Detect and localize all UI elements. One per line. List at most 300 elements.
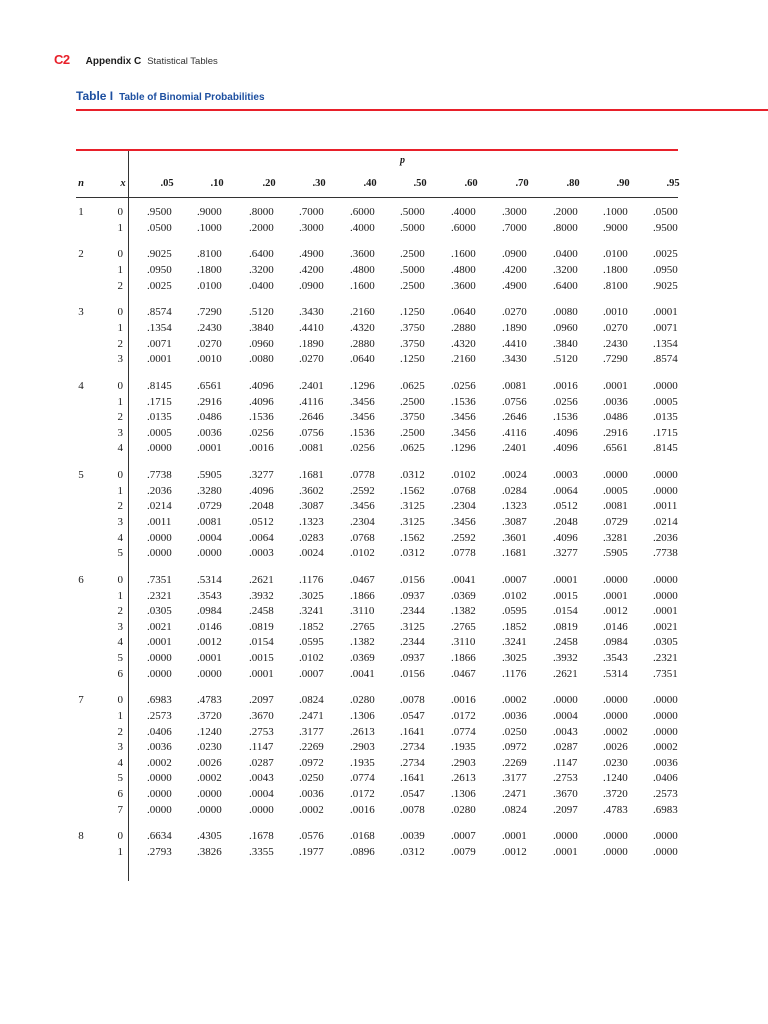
probability-cell: .0002 bbox=[653, 741, 678, 754]
probability-cell: .0230 bbox=[603, 756, 628, 769]
x-value: 4 bbox=[117, 442, 123, 455]
probability-cell: .0756 bbox=[299, 426, 324, 439]
probability-cell: .0004 bbox=[197, 531, 222, 544]
probability-cell: .9025 bbox=[653, 279, 678, 292]
probability-cell: .0937 bbox=[400, 652, 425, 664]
probability-cell: .0000 bbox=[147, 547, 172, 560]
x-value: 2 bbox=[117, 605, 123, 618]
probability-cell: .2321 bbox=[147, 589, 172, 602]
probability-cell: .0000 bbox=[653, 694, 678, 707]
probability-cell: .0000 bbox=[197, 788, 222, 800]
x-value: 1 bbox=[117, 710, 123, 722]
probability-cell: .0824 bbox=[299, 694, 324, 707]
probability-cell: .0250 bbox=[299, 772, 324, 785]
column-header-p: .80 bbox=[566, 178, 580, 189]
probability-cell: .0406 bbox=[653, 772, 678, 785]
probability-cell: .1562 bbox=[400, 531, 425, 544]
probability-cell: .4116 bbox=[502, 426, 527, 439]
probability-cell: .4320 bbox=[451, 337, 476, 350]
probability-cell: .2048 bbox=[249, 500, 274, 513]
column-header-p: .40 bbox=[363, 178, 377, 189]
probability-cell: .3241 bbox=[299, 605, 324, 618]
probability-cell: .0467 bbox=[451, 667, 476, 680]
probability-cell: .3000 bbox=[299, 221, 324, 234]
probability-cell: .0500 bbox=[653, 206, 678, 218]
probability-cell: .4200 bbox=[299, 264, 324, 276]
probability-cell: .0003 bbox=[553, 469, 578, 482]
probability-cell: .6983 bbox=[147, 694, 172, 707]
probability-cell: .0000 bbox=[147, 442, 172, 455]
probability-cell: .0080 bbox=[249, 353, 274, 366]
probability-cell: .2160 bbox=[451, 353, 476, 366]
probability-cell: .0016 bbox=[451, 694, 476, 707]
probability-cell: .1800 bbox=[603, 264, 628, 276]
probability-cell: .3110 bbox=[451, 636, 476, 649]
probability-cell: .0102 bbox=[502, 589, 527, 602]
probability-cell: .0000 bbox=[147, 667, 172, 680]
probability-cell: .0270 bbox=[603, 322, 628, 334]
probability-cell: .0010 bbox=[197, 353, 222, 366]
probability-cell: .0270 bbox=[502, 306, 527, 319]
x-value: 1 bbox=[117, 264, 123, 276]
n-column-divider bbox=[128, 151, 129, 881]
probability-cell: .0012 bbox=[502, 846, 527, 858]
probability-cell: .7738 bbox=[147, 469, 172, 482]
probability-cell: .0312 bbox=[400, 846, 425, 858]
probability-cell: .4096 bbox=[249, 484, 274, 497]
x-value: 1 bbox=[117, 846, 123, 858]
probability-cell: .0280 bbox=[350, 694, 375, 707]
probability-cell: .2500 bbox=[400, 395, 425, 408]
probability-cell: .1536 bbox=[350, 426, 375, 439]
probability-cell: .0172 bbox=[350, 788, 375, 800]
probability-cell: .0100 bbox=[197, 279, 222, 292]
probability-cell: .7290 bbox=[603, 353, 628, 366]
probability-cell: .4305 bbox=[197, 830, 222, 843]
probability-cell: .0005 bbox=[603, 484, 628, 497]
probability-cell: .0001 bbox=[603, 380, 628, 392]
probability-cell: .5314 bbox=[603, 667, 628, 680]
probability-cell: .0021 bbox=[653, 620, 678, 633]
probability-cell: .0000 bbox=[197, 667, 222, 680]
probability-cell: .0016 bbox=[350, 803, 375, 816]
probability-cell: .3430 bbox=[299, 306, 324, 319]
probability-cell: .0002 bbox=[603, 725, 628, 738]
probability-cell: .5000 bbox=[400, 221, 425, 234]
probability-cell: .0400 bbox=[249, 279, 274, 292]
probability-cell: .3177 bbox=[299, 725, 324, 738]
probability-cell: .1866 bbox=[350, 589, 375, 602]
probability-cell: .4800 bbox=[350, 264, 375, 276]
n-value: 1 bbox=[78, 206, 84, 218]
x-value: 3 bbox=[117, 620, 123, 633]
probability-cell: .3177 bbox=[502, 772, 527, 785]
x-value: 3 bbox=[117, 741, 123, 754]
probability-cell: .0002 bbox=[502, 694, 527, 707]
x-value: 0 bbox=[117, 380, 123, 392]
probability-cell: .0002 bbox=[299, 803, 324, 816]
column-header-n: n bbox=[78, 178, 84, 189]
probability-cell: .8574 bbox=[653, 353, 678, 366]
x-value: 0 bbox=[117, 306, 123, 319]
n-value: 4 bbox=[78, 380, 84, 392]
probability-cell: .1250 bbox=[400, 353, 425, 366]
probability-cell: .6634 bbox=[147, 830, 172, 843]
probability-cell: .1935 bbox=[350, 756, 375, 769]
probability-cell: .0004 bbox=[249, 788, 274, 800]
probability-cell: .3720 bbox=[603, 788, 628, 800]
probability-cell: .3602 bbox=[299, 484, 324, 497]
probability-cell: .0000 bbox=[653, 710, 678, 722]
probability-cell: .2765 bbox=[451, 620, 476, 633]
probability-cell: .0000 bbox=[147, 652, 172, 664]
probability-cell: .0486 bbox=[603, 411, 628, 424]
probability-cell: .3087 bbox=[299, 500, 324, 513]
probability-cell: .1681 bbox=[502, 547, 527, 560]
probability-cell: .8000 bbox=[249, 206, 274, 218]
probability-cell: .2430 bbox=[603, 337, 628, 350]
column-header-p: .70 bbox=[515, 178, 529, 189]
probability-cell: .4096 bbox=[553, 426, 578, 439]
probability-cell: .7351 bbox=[653, 667, 678, 680]
probability-cell: .4200 bbox=[502, 264, 527, 276]
probability-cell: .0000 bbox=[603, 846, 628, 858]
probability-cell: .3840 bbox=[553, 337, 578, 350]
x-value: 0 bbox=[117, 830, 123, 843]
probability-cell: .2753 bbox=[553, 772, 578, 785]
probability-cell: .1176 bbox=[299, 574, 324, 586]
probability-cell: .0011 bbox=[147, 516, 172, 528]
probability-cell: .1323 bbox=[502, 500, 527, 513]
probability-cell: .3932 bbox=[249, 589, 274, 602]
n-value: 8 bbox=[78, 830, 84, 843]
probability-cell: .3025 bbox=[299, 589, 324, 602]
probability-cell: .0024 bbox=[502, 469, 527, 482]
probability-cell: .0000 bbox=[603, 694, 628, 707]
probability-cell: .0078 bbox=[400, 803, 425, 816]
probability-cell: .3932 bbox=[553, 652, 578, 664]
probability-cell: .2613 bbox=[451, 772, 476, 785]
probability-cell: .1681 bbox=[299, 469, 324, 482]
probability-cell: .0036 bbox=[197, 426, 222, 439]
probability-cell: .3456 bbox=[451, 411, 476, 424]
probability-cell: .1852 bbox=[299, 620, 324, 633]
probability-cell: .0312 bbox=[400, 469, 425, 482]
probability-cell: .0287 bbox=[553, 741, 578, 754]
probability-cell: .2401 bbox=[502, 442, 527, 455]
probability-cell: .0778 bbox=[350, 469, 375, 482]
probability-cell: .0000 bbox=[653, 484, 678, 497]
probability-cell: .0312 bbox=[400, 547, 425, 560]
probability-cell: .0081 bbox=[197, 516, 222, 528]
probability-cell: .0774 bbox=[350, 772, 375, 785]
column-header-p: .90 bbox=[616, 178, 630, 189]
probability-cell: .9500 bbox=[653, 221, 678, 234]
probability-cell: .0081 bbox=[502, 380, 527, 392]
probability-cell: .8000 bbox=[553, 221, 578, 234]
probability-cell: .0512 bbox=[553, 500, 578, 513]
probability-cell: .0406 bbox=[147, 725, 172, 738]
column-header-x: x bbox=[120, 178, 126, 189]
probability-cell: .2401 bbox=[299, 380, 324, 392]
probability-cell: .7000 bbox=[502, 221, 527, 234]
probability-cell: .1176 bbox=[502, 667, 527, 680]
probability-cell: .3670 bbox=[249, 710, 274, 722]
probability-cell: .5120 bbox=[553, 353, 578, 366]
probability-cell: .0984 bbox=[603, 636, 628, 649]
column-header-p: .10 bbox=[210, 178, 224, 189]
column-header-p: .30 bbox=[312, 178, 326, 189]
probability-cell: .0000 bbox=[603, 574, 628, 586]
probability-cell: .0280 bbox=[451, 803, 476, 816]
appendix-label: Appendix C bbox=[85, 56, 142, 67]
probability-cell: .3456 bbox=[350, 395, 375, 408]
probability-cell: .3281 bbox=[603, 531, 628, 544]
probability-cell: .0168 bbox=[350, 830, 375, 843]
probability-cell: .8100 bbox=[603, 279, 628, 292]
probability-cell: .0900 bbox=[299, 279, 324, 292]
probability-cell: .0156 bbox=[400, 574, 425, 586]
probability-cell: .0102 bbox=[451, 469, 476, 482]
probability-cell: .0400 bbox=[553, 248, 578, 261]
probability-cell: .3456 bbox=[451, 426, 476, 439]
probability-cell: .4900 bbox=[299, 248, 324, 261]
probability-cell: .0256 bbox=[451, 380, 476, 392]
table-title bbox=[76, 89, 265, 103]
probability-cell: .0000 bbox=[147, 772, 172, 785]
x-value: 5 bbox=[117, 652, 123, 664]
probability-cell: .2471 bbox=[502, 788, 527, 800]
probability-cell: .0015 bbox=[249, 652, 274, 664]
probability-cell: .0960 bbox=[249, 337, 274, 350]
probability-cell: .0154 bbox=[553, 605, 578, 618]
x-value: 6 bbox=[117, 667, 123, 680]
probability-cell: .2592 bbox=[451, 531, 476, 544]
probability-cell: .1852 bbox=[502, 620, 527, 633]
probability-cell: .0146 bbox=[603, 620, 628, 633]
probability-cell: .1250 bbox=[400, 306, 425, 319]
probability-cell: .3600 bbox=[350, 248, 375, 261]
probability-cell: .1296 bbox=[350, 380, 375, 392]
x-value: 3 bbox=[117, 516, 123, 528]
probability-cell: .3601 bbox=[502, 531, 527, 544]
probability-cell: .3277 bbox=[553, 547, 578, 560]
probability-cell: .3430 bbox=[502, 353, 527, 366]
column-header-p: .05 bbox=[160, 178, 174, 189]
p-label: p bbox=[400, 155, 405, 166]
x-value: 2 bbox=[117, 411, 123, 424]
probability-cell: .1354 bbox=[653, 337, 678, 350]
probability-cell: .4116 bbox=[299, 395, 324, 408]
probability-cell: .0937 bbox=[400, 589, 425, 602]
probability-cell: .0214 bbox=[147, 500, 172, 513]
probability-cell: .2471 bbox=[299, 710, 324, 722]
probability-cell: .4096 bbox=[249, 380, 274, 392]
probability-cell: .0640 bbox=[350, 353, 375, 366]
probability-cell: .0256 bbox=[350, 442, 375, 455]
probability-cell: .1600 bbox=[451, 248, 476, 261]
x-value: 1 bbox=[117, 322, 123, 334]
probability-cell: .0500 bbox=[147, 221, 172, 234]
probability-cell: .2592 bbox=[350, 484, 375, 497]
probability-cell: .2646 bbox=[299, 411, 324, 424]
probability-cell: .2500 bbox=[400, 279, 425, 292]
x-value: 7 bbox=[117, 803, 123, 816]
probability-cell: .0156 bbox=[400, 667, 425, 680]
probability-cell: .0079 bbox=[451, 846, 476, 858]
probability-cell: .0001 bbox=[553, 574, 578, 586]
x-value: 3 bbox=[117, 426, 123, 439]
probability-cell: .0146 bbox=[197, 620, 222, 633]
probability-cell: .1323 bbox=[299, 516, 324, 528]
probability-cell: .0026 bbox=[603, 741, 628, 754]
probability-cell: .0896 bbox=[350, 846, 375, 858]
probability-cell: .1000 bbox=[197, 221, 222, 234]
probability-cell: .0625 bbox=[400, 380, 425, 392]
probability-cell: .8574 bbox=[147, 306, 172, 319]
probability-cell: .0100 bbox=[603, 248, 628, 261]
probability-cell: .3670 bbox=[553, 788, 578, 800]
probability-cell: .0960 bbox=[553, 322, 578, 334]
probability-cell: .0011 bbox=[653, 500, 678, 513]
probability-cell: .2036 bbox=[147, 484, 172, 497]
probability-cell: .2344 bbox=[400, 605, 425, 618]
probability-cell: .0002 bbox=[197, 772, 222, 785]
probability-cell: .0036 bbox=[299, 788, 324, 800]
n-value: 7 bbox=[78, 694, 84, 707]
probability-cell: .8100 bbox=[197, 248, 222, 261]
probability-cell: .5905 bbox=[197, 469, 222, 482]
probability-cell: .3125 bbox=[400, 516, 425, 528]
x-value: 2 bbox=[117, 500, 123, 513]
probability-cell: .0000 bbox=[603, 830, 628, 843]
probability-cell: .2573 bbox=[653, 788, 678, 800]
column-header-p: .50 bbox=[413, 178, 427, 189]
probability-cell: .0250 bbox=[502, 725, 527, 738]
probability-cell: .1147 bbox=[249, 741, 274, 754]
probability-cell: .8145 bbox=[147, 380, 172, 392]
probability-cell: .2269 bbox=[502, 756, 527, 769]
probability-cell: .0000 bbox=[603, 710, 628, 722]
probability-cell: .0102 bbox=[350, 547, 375, 560]
probability-cell: .1890 bbox=[502, 322, 527, 334]
probability-cell: .0214 bbox=[653, 516, 678, 528]
probability-cell: .1977 bbox=[299, 846, 324, 858]
probability-cell: .2500 bbox=[400, 426, 425, 439]
probability-cell: .1890 bbox=[299, 337, 324, 350]
probability-cell: .3720 bbox=[197, 710, 222, 722]
probability-cell: .2344 bbox=[400, 636, 425, 649]
probability-cell: .0001 bbox=[653, 306, 678, 319]
probability-cell: .1562 bbox=[400, 484, 425, 497]
probability-cell: .0950 bbox=[147, 264, 172, 276]
probability-cell: .1678 bbox=[249, 830, 274, 843]
n-value: 3 bbox=[78, 306, 84, 319]
probability-cell: .4096 bbox=[249, 395, 274, 408]
probability-cell: .0512 bbox=[249, 516, 274, 528]
probability-cell: .0000 bbox=[653, 380, 678, 392]
probability-cell: .1382 bbox=[350, 636, 375, 649]
probability-cell: .1382 bbox=[451, 605, 476, 618]
probability-cell: .5905 bbox=[603, 547, 628, 560]
probability-cell: .1715 bbox=[147, 395, 172, 408]
probability-cell: .3826 bbox=[197, 846, 222, 858]
probability-cell: .3543 bbox=[603, 652, 628, 664]
probability-cell: .0012 bbox=[197, 636, 222, 649]
probability-cell: .4783 bbox=[197, 694, 222, 707]
probability-cell: .2621 bbox=[553, 667, 578, 680]
probability-cell: .0595 bbox=[299, 636, 324, 649]
page-header bbox=[54, 52, 218, 68]
x-value: 6 bbox=[117, 788, 123, 800]
probability-cell: .2734 bbox=[400, 756, 425, 769]
probability-cell: .2734 bbox=[400, 741, 425, 754]
probability-cell: .0021 bbox=[147, 620, 172, 633]
probability-cell: .0972 bbox=[502, 741, 527, 754]
probability-cell: .0036 bbox=[603, 395, 628, 408]
probability-cell: .0025 bbox=[653, 248, 678, 261]
probability-cell: .2160 bbox=[350, 306, 375, 319]
probability-cell: .3456 bbox=[350, 411, 375, 424]
probability-cell: .2916 bbox=[603, 426, 628, 439]
probability-cell: .2000 bbox=[249, 221, 274, 234]
probability-cell: .1240 bbox=[197, 725, 222, 738]
probability-cell: .1240 bbox=[603, 772, 628, 785]
probability-cell: .6561 bbox=[603, 442, 628, 455]
probability-cell: .1000 bbox=[603, 206, 628, 218]
probability-cell: .0036 bbox=[653, 756, 678, 769]
probability-cell: .0774 bbox=[451, 725, 476, 738]
probability-cell: .1536 bbox=[451, 395, 476, 408]
probability-cell: .0625 bbox=[400, 442, 425, 455]
probability-cell: .4096 bbox=[553, 442, 578, 455]
probability-cell: .0595 bbox=[502, 605, 527, 618]
probability-cell: .0486 bbox=[197, 411, 222, 424]
probability-cell: .0256 bbox=[553, 395, 578, 408]
probability-cell: .0007 bbox=[451, 830, 476, 843]
probability-cell: .2500 bbox=[400, 248, 425, 261]
probability-cell: .5000 bbox=[400, 206, 425, 218]
probability-cell: .4410 bbox=[502, 337, 527, 350]
probability-cell: .1536 bbox=[249, 411, 274, 424]
probability-cell: .0230 bbox=[197, 741, 222, 754]
probability-cell: .2646 bbox=[502, 411, 527, 424]
probability-cell: .6983 bbox=[653, 803, 678, 816]
probability-cell: .0001 bbox=[553, 846, 578, 858]
probability-cell: .3125 bbox=[400, 620, 425, 633]
probability-cell: .0102 bbox=[299, 652, 324, 664]
probability-cell: .7738 bbox=[653, 547, 678, 560]
probability-cell: .3750 bbox=[400, 337, 425, 350]
x-value: 2 bbox=[117, 279, 123, 292]
probability-cell: .0768 bbox=[350, 531, 375, 544]
probability-cell: .3456 bbox=[451, 516, 476, 528]
probability-cell: .7000 bbox=[299, 206, 324, 218]
probability-cell: .0284 bbox=[502, 484, 527, 497]
probability-cell: .1354 bbox=[147, 322, 172, 334]
probability-cell: .0007 bbox=[502, 574, 527, 586]
table-top-rule bbox=[76, 149, 678, 151]
probability-cell: .0005 bbox=[147, 426, 172, 439]
probability-cell: .5120 bbox=[249, 306, 274, 319]
probability-cell: .0640 bbox=[451, 306, 476, 319]
probability-cell: .0041 bbox=[451, 574, 476, 586]
probability-cell: .1147 bbox=[553, 756, 578, 769]
probability-cell: .0135 bbox=[653, 411, 678, 424]
probability-cell: .3241 bbox=[502, 636, 527, 649]
probability-cell: .0172 bbox=[451, 710, 476, 722]
probability-cell: .2753 bbox=[249, 725, 274, 738]
